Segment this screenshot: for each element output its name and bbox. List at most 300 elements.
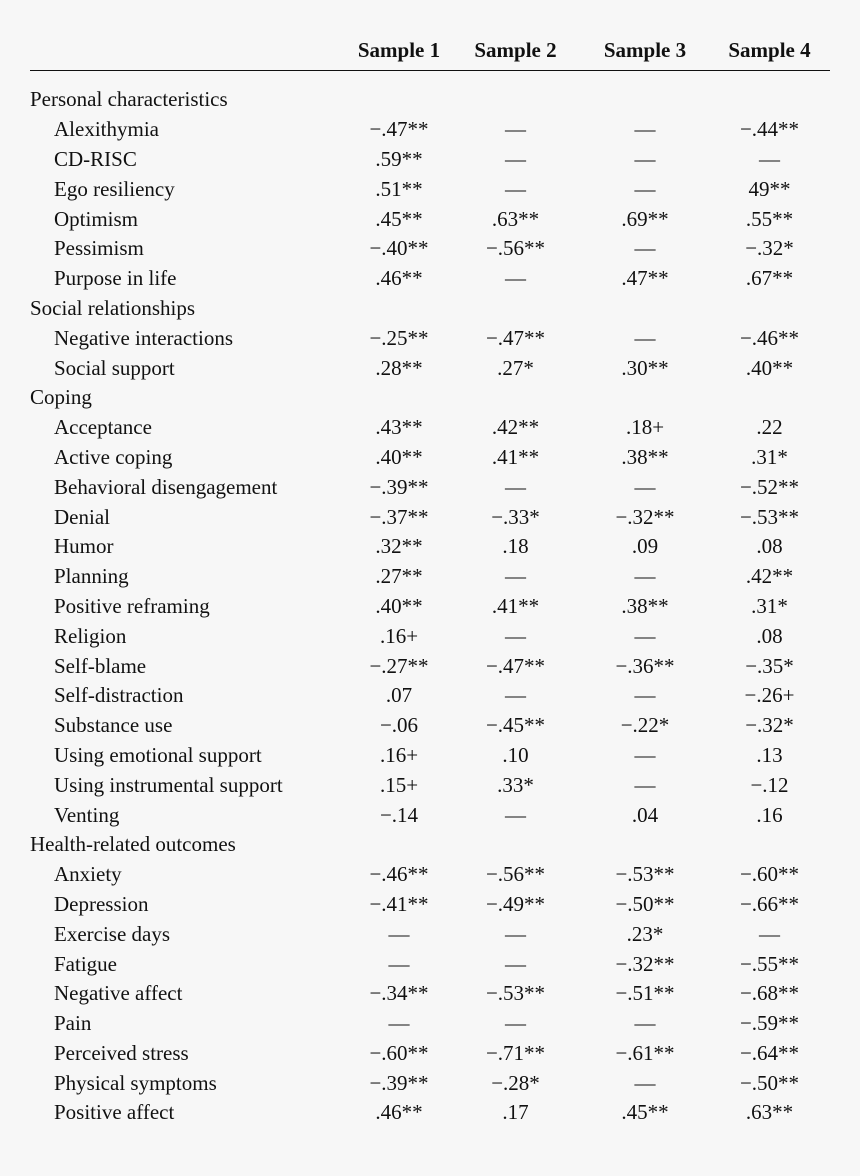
row-label: Anxiety <box>54 862 122 887</box>
cell-sample-3 <box>581 741 709 771</box>
cell-value: −.56** <box>485 862 546 887</box>
cell-value: — <box>634 564 656 589</box>
cell-value: .45** <box>621 1100 669 1125</box>
row-label: Acceptance <box>54 415 152 440</box>
section-title: Social relationships <box>30 295 196 320</box>
cell-value: .16 <box>756 802 783 827</box>
cell-value: −.28* <box>491 1070 540 1095</box>
cell-sample-4 <box>709 770 830 800</box>
row-label: Using emotional support <box>54 742 262 767</box>
row-label: Pessimism <box>54 236 144 261</box>
cell-sample-1 <box>348 651 450 681</box>
cell-value: — <box>388 921 410 946</box>
cell-sample-4 <box>709 562 830 592</box>
section-row <box>30 294 830 324</box>
row-label: Denial <box>54 504 110 529</box>
cell-sample-1 <box>348 174 450 204</box>
table-row <box>30 532 830 562</box>
cell-sample-1 <box>348 472 450 502</box>
cell-value: .16+ <box>379 623 419 648</box>
cell-sample-4 <box>709 860 830 890</box>
cell-value: −.46** <box>739 325 800 350</box>
cell-sample-4 <box>709 353 830 383</box>
section-row <box>30 383 830 413</box>
cell-value: — <box>634 474 656 499</box>
cell-sample-2 <box>450 1039 581 1069</box>
cell-value: .27* <box>497 355 534 380</box>
cell-value: −.64** <box>739 1040 800 1065</box>
cell-sample-1 <box>348 443 450 473</box>
cell-sample-4 <box>709 1009 830 1039</box>
cell-value: −.40** <box>369 236 429 261</box>
cell-value: .51** <box>375 176 423 201</box>
cell-sample-2 <box>450 323 581 353</box>
row-label: Substance use <box>54 713 173 738</box>
cell-sample-2 <box>450 681 581 711</box>
cell-value: −.44** <box>739 117 800 142</box>
cell-sample-1 <box>348 860 450 890</box>
cell-value: .31* <box>751 593 788 618</box>
cell-sample-2 <box>450 472 581 502</box>
cell-sample-4 <box>709 323 830 353</box>
cell-value: −.59** <box>739 1011 800 1036</box>
cell-value: — <box>759 921 780 946</box>
cell-sample-3 <box>581 592 709 622</box>
cell-value: — <box>634 117 656 142</box>
cell-value: .28** <box>375 355 423 380</box>
cell-sample-3 <box>581 1009 709 1039</box>
cell-value: .07 <box>385 683 413 708</box>
cell-value: .38** <box>621 593 669 618</box>
cell-value: −.06 <box>379 713 419 738</box>
cell-value: — <box>759 146 780 171</box>
cell-value: .08 <box>756 623 783 648</box>
cell-value: .40** <box>375 444 423 469</box>
table-row <box>30 621 830 651</box>
section-row <box>30 830 830 860</box>
row-label: Behavioral disengagement <box>54 474 278 499</box>
table-row <box>30 234 830 264</box>
row-label: Negative interactions <box>54 325 234 350</box>
cell-value: .23* <box>626 921 664 946</box>
cell-value: .18+ <box>625 415 665 440</box>
cell-sample-1 <box>348 353 450 383</box>
cell-sample-3 <box>581 532 709 562</box>
cell-value: −.22* <box>620 713 670 738</box>
cell-sample-2 <box>450 711 581 741</box>
cell-value: — <box>505 921 526 946</box>
cell-sample-2 <box>450 621 581 651</box>
cell-sample-3 <box>581 204 709 234</box>
cell-sample-3 <box>581 353 709 383</box>
header-sample-4: Sample 4 <box>728 37 811 62</box>
cell-sample-3 <box>581 1068 709 1098</box>
cell-sample-1 <box>348 234 450 264</box>
header-spacer <box>30 71 830 86</box>
row-label: Social support <box>54 355 175 380</box>
row-label: Negative affect <box>54 981 183 1006</box>
cell-sample-2 <box>450 145 581 175</box>
cell-sample-4 <box>709 472 830 502</box>
cell-sample-4 <box>709 532 830 562</box>
cell-value: .33* <box>497 772 534 797</box>
row-label: Depression <box>54 891 149 916</box>
cell-value: −.46** <box>369 862 429 887</box>
cell-value: — <box>505 176 526 201</box>
cell-value: .16+ <box>379 742 419 767</box>
cell-sample-4 <box>709 145 830 175</box>
cell-sample-2 <box>450 502 581 532</box>
row-label: Physical symptoms <box>54 1070 217 1095</box>
cell-value: −.14 <box>379 802 419 827</box>
cell-value: 49** <box>748 176 791 201</box>
cell-value: — <box>505 623 526 648</box>
row-label: Positive reframing <box>54 593 210 618</box>
cell-value: −.26+ <box>744 683 795 708</box>
table-row <box>30 353 830 383</box>
table-row <box>30 145 830 175</box>
table-row <box>30 413 830 443</box>
cell-sample-4 <box>709 681 830 711</box>
row-label: Exercise days <box>54 921 171 946</box>
cell-value: — <box>634 325 656 350</box>
table-row <box>30 115 830 145</box>
cell-value: −.36** <box>615 653 675 678</box>
cell-sample-3 <box>581 145 709 175</box>
cell-value: −.34** <box>369 981 429 1006</box>
row-label: Religion <box>54 623 127 648</box>
cell-value: −.52** <box>739 474 800 499</box>
cell-sample-1 <box>348 204 450 234</box>
table-row <box>30 1039 830 1069</box>
section-row <box>30 85 830 115</box>
table-row <box>30 770 830 800</box>
cell-sample-1 <box>348 532 450 562</box>
cell-sample-4 <box>709 949 830 979</box>
cell-sample-2 <box>450 204 581 234</box>
cell-sample-3 <box>581 562 709 592</box>
row-label: Alexithymia <box>54 117 159 142</box>
cell-sample-2 <box>450 979 581 1009</box>
cell-value: .63** <box>491 206 540 231</box>
row-label: Planning <box>54 564 129 589</box>
table-row <box>30 890 830 920</box>
header-sample-1: Sample 1 <box>357 37 441 62</box>
cell-sample-1 <box>348 115 450 145</box>
cell-sample-4 <box>709 1068 830 1098</box>
cell-value: .46** <box>375 1100 423 1125</box>
cell-value: .10 <box>502 742 529 767</box>
cell-value: −.71** <box>485 1040 546 1065</box>
table-row <box>30 472 830 502</box>
cell-value: −.47** <box>485 653 546 678</box>
cell-sample-4 <box>709 1039 830 1069</box>
cell-value: .09 <box>631 534 659 559</box>
table-row <box>30 681 830 711</box>
cell-value: −.47** <box>369 117 429 142</box>
cell-sample-4 <box>709 651 830 681</box>
cell-sample-2 <box>450 115 581 145</box>
cell-value: −.32** <box>615 504 675 529</box>
table-row <box>30 711 830 741</box>
cell-sample-3 <box>581 919 709 949</box>
cell-value: .69** <box>621 206 669 231</box>
cell-value: −.56** <box>485 236 546 261</box>
cell-sample-1 <box>348 741 450 771</box>
cell-sample-3 <box>581 890 709 920</box>
cell-value: −.32** <box>615 951 675 976</box>
cell-sample-3 <box>581 234 709 264</box>
cell-value: .18 <box>502 534 529 559</box>
cell-value: −.49** <box>485 891 546 916</box>
spacer-cell <box>30 71 830 86</box>
cell-sample-2 <box>450 800 581 830</box>
cell-value: −.33* <box>491 504 540 529</box>
cell-sample-2 <box>450 234 581 264</box>
cell-sample-1 <box>348 413 450 443</box>
cell-value: .31* <box>751 444 788 469</box>
cell-sample-4 <box>709 800 830 830</box>
cell-sample-4 <box>709 592 830 622</box>
cell-value: −.37** <box>369 504 429 529</box>
cell-value: — <box>505 1011 526 1036</box>
cell-sample-1 <box>348 323 450 353</box>
cell-value: −.61** <box>615 1040 675 1065</box>
cell-value: .41** <box>491 444 540 469</box>
table-row <box>30 949 830 979</box>
cell-value: — <box>505 266 526 291</box>
cell-value: .42** <box>491 415 540 440</box>
cell-sample-3 <box>581 174 709 204</box>
cell-value: — <box>634 1011 656 1036</box>
section-title: Health-related outcomes <box>30 832 236 857</box>
cell-sample-2 <box>450 174 581 204</box>
cell-value: −.53** <box>615 862 675 887</box>
row-label: CD-RISC <box>54 146 137 171</box>
cell-value: — <box>634 236 656 261</box>
cell-sample-4 <box>709 711 830 741</box>
table-body <box>30 71 830 1128</box>
cell-sample-2 <box>450 949 581 979</box>
cell-sample-3 <box>581 323 709 353</box>
cell-value: −.12 <box>750 772 789 797</box>
cell-sample-1 <box>348 1009 450 1039</box>
cell-sample-2 <box>450 1068 581 1098</box>
table-row <box>30 919 830 949</box>
cell-sample-4 <box>709 621 830 651</box>
cell-value: — <box>505 146 526 171</box>
cell-sample-3 <box>581 413 709 443</box>
table-row <box>30 860 830 890</box>
table-row <box>30 204 830 234</box>
cell-sample-4 <box>709 890 830 920</box>
cell-sample-4 <box>709 174 830 204</box>
cell-sample-1 <box>348 264 450 294</box>
row-label: Purpose in life <box>54 266 177 291</box>
cell-sample-3 <box>581 621 709 651</box>
cell-sample-4 <box>709 204 830 234</box>
cell-sample-3 <box>581 979 709 1009</box>
cell-sample-1 <box>348 770 450 800</box>
cell-value: −.39** <box>369 474 429 499</box>
cell-sample-3 <box>581 115 709 145</box>
cell-sample-2 <box>450 532 581 562</box>
cell-value: .13 <box>756 742 783 767</box>
cell-sample-3 <box>581 651 709 681</box>
row-label: Venting <box>54 802 120 827</box>
cell-value: .04 <box>631 802 659 827</box>
cell-sample-3 <box>581 1098 709 1128</box>
cell-value: −.50** <box>739 1070 800 1095</box>
cell-value: .63** <box>745 1100 794 1125</box>
table-row <box>30 592 830 622</box>
cell-sample-1 <box>348 145 450 175</box>
cell-value: .22 <box>756 415 783 440</box>
table-row <box>30 502 830 532</box>
cell-value: −.39** <box>369 1070 429 1095</box>
cell-value: −.60** <box>369 1040 429 1065</box>
cell-sample-1 <box>348 919 450 949</box>
table-row <box>30 979 830 1009</box>
cell-sample-4 <box>709 413 830 443</box>
cell-sample-2 <box>450 651 581 681</box>
cell-value: −.41** <box>369 891 429 916</box>
cell-sample-3 <box>581 1039 709 1069</box>
cell-sample-1 <box>348 711 450 741</box>
cell-value: — <box>634 1070 656 1095</box>
cell-sample-2 <box>450 353 581 383</box>
cell-sample-1 <box>348 621 450 651</box>
cell-sample-2 <box>450 919 581 949</box>
cell-value: −.53** <box>739 504 800 529</box>
cell-value: — <box>634 146 656 171</box>
cell-value: .46** <box>375 266 423 291</box>
cell-value: .30** <box>621 355 669 380</box>
table-row <box>30 443 830 473</box>
cell-value: −.27** <box>369 653 429 678</box>
row-label: Using instrumental support <box>54 772 283 797</box>
cell-value: .15+ <box>379 772 419 797</box>
cell-sample-1 <box>348 502 450 532</box>
cell-sample-2 <box>450 770 581 800</box>
section-title: Coping <box>30 385 92 410</box>
cell-sample-2 <box>450 890 581 920</box>
cell-sample-4 <box>709 979 830 1009</box>
cell-value: −.68** <box>739 981 800 1006</box>
cell-sample-1 <box>348 1039 450 1069</box>
cell-sample-4 <box>709 264 830 294</box>
cell-sample-2 <box>450 741 581 771</box>
cell-value: — <box>634 176 656 201</box>
cell-value: .41** <box>491 593 540 618</box>
cell-value: .40** <box>375 593 423 618</box>
cell-value: — <box>634 623 656 648</box>
cell-value: −.32* <box>745 713 794 738</box>
table-row <box>30 1098 830 1128</box>
cell-value: .40** <box>745 355 794 380</box>
row-label: Fatigue <box>54 951 117 976</box>
row-label: Self-distraction <box>54 683 184 708</box>
cell-value: — <box>505 564 526 589</box>
cell-value: — <box>505 951 526 976</box>
header-sample-3: Sample 3 <box>603 37 687 62</box>
header-row <box>30 30 830 71</box>
table-row <box>30 651 830 681</box>
cell-value: .55** <box>745 206 794 231</box>
cell-sample-1 <box>348 562 450 592</box>
table-row <box>30 323 830 353</box>
cell-sample-4 <box>709 502 830 532</box>
cell-sample-4 <box>709 1098 830 1128</box>
cell-value: −.32* <box>745 236 794 261</box>
cell-sample-3 <box>581 472 709 502</box>
row-label: Pain <box>54 1011 92 1036</box>
section-title: Personal characteristics <box>30 87 228 112</box>
cell-value: — <box>505 802 526 827</box>
cell-sample-1 <box>348 1068 450 1098</box>
cell-value: — <box>388 951 410 976</box>
cell-sample-1 <box>348 592 450 622</box>
cell-value: .59** <box>375 146 423 171</box>
row-label: Active coping <box>54 444 173 469</box>
table-row <box>30 1009 830 1039</box>
cell-sample-1 <box>348 800 450 830</box>
table-row <box>30 741 830 771</box>
table-row <box>30 174 830 204</box>
cell-value: .67** <box>745 266 794 291</box>
cell-value: −.51** <box>615 981 675 1006</box>
cell-sample-4 <box>709 234 830 264</box>
cell-sample-3 <box>581 264 709 294</box>
cell-sample-2 <box>450 592 581 622</box>
row-label: Perceived stress <box>54 1040 189 1065</box>
cell-sample-1 <box>348 949 450 979</box>
table-header <box>30 30 830 71</box>
cell-value: .27** <box>375 564 423 589</box>
cell-sample-3 <box>581 770 709 800</box>
cell-value: −.25** <box>369 325 429 350</box>
cell-value: — <box>505 117 526 142</box>
cell-sample-4 <box>709 741 830 771</box>
cell-value: −.55** <box>739 951 800 976</box>
cell-sample-4 <box>709 115 830 145</box>
cell-value: — <box>634 742 656 767</box>
cell-value: −.45** <box>485 713 546 738</box>
cell-value: .43** <box>375 415 423 440</box>
cell-value: −.66** <box>739 891 800 916</box>
cell-sample-2 <box>450 860 581 890</box>
cell-value: −.35* <box>745 653 794 678</box>
header-label-col <box>30 30 348 71</box>
table-row <box>30 800 830 830</box>
cell-sample-3 <box>581 711 709 741</box>
cell-sample-2 <box>450 1009 581 1039</box>
cell-value: .17 <box>502 1100 529 1125</box>
cell-sample-2 <box>450 443 581 473</box>
cell-sample-3 <box>581 860 709 890</box>
cell-value: −.60** <box>739 862 800 887</box>
cell-sample-2 <box>450 413 581 443</box>
cell-value: .45** <box>375 206 423 231</box>
cell-sample-3 <box>581 443 709 473</box>
correlation-table <box>30 30 830 1128</box>
cell-value: .08 <box>756 534 783 559</box>
row-label: Self-blame <box>54 653 147 678</box>
row-label: Positive affect <box>54 1100 175 1125</box>
cell-value: .47** <box>621 266 669 291</box>
cell-sample-3 <box>581 502 709 532</box>
cell-sample-3 <box>581 949 709 979</box>
